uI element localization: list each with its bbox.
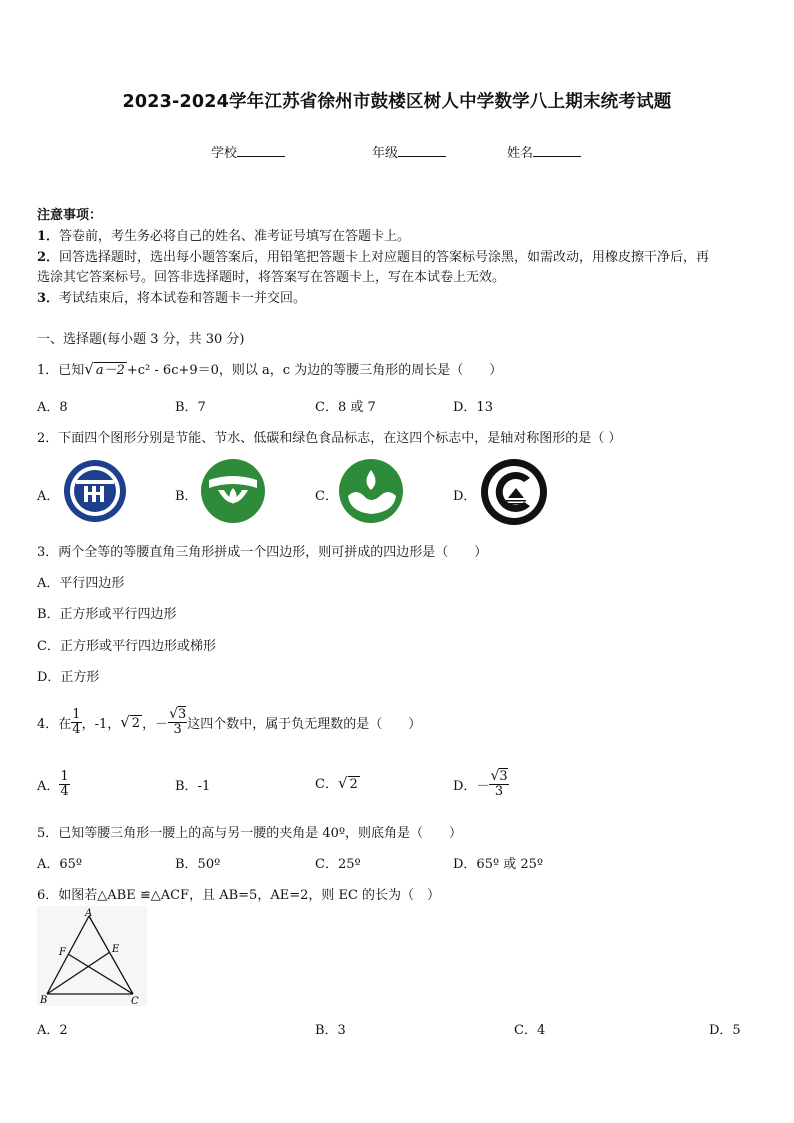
notice-item-2-cont: 选涂其它答案标号。回答非选择题时，将答案写在答题卡上，写在本试卷上无效。 (37, 270, 506, 285)
water-saving-logo-icon (200, 458, 266, 524)
q2-option-d[interactable]: D． (453, 489, 477, 504)
triangle-figure (37, 906, 147, 1006)
label-C: C (131, 996, 139, 1006)
q5-option-d[interactable]: D．65º 或 25º (453, 857, 543, 872)
q1-option-b[interactable]: B．7 (175, 400, 206, 415)
q4-option-d[interactable]: D．－ $\frac{√3}{3}$ (453, 768, 508, 800)
name-blank[interactable] (533, 144, 581, 157)
school-blank[interactable] (237, 144, 285, 157)
q5-option-c[interactable]: C．25º (315, 857, 361, 872)
grade-field[interactable] (372, 142, 446, 161)
name-label: 姓名 (507, 146, 534, 161)
q2-option-c[interactable]: C． (315, 489, 338, 504)
green-food-logo-icon (480, 458, 548, 526)
school-field[interactable] (211, 142, 285, 161)
question-4: 4．在 $\frac{1}{4}$ ，-1， √ 2 ，－ $\frac{√3}{3}$ 这四个数中，属于负无理数的是（ ） (37, 706, 422, 738)
question-2: 2．下面四个图形分别是节能、节水、低碳和绿色食品标志，在这四个标志中，是轴对称图形的是（ ） (37, 431, 622, 446)
grade-blank[interactable] (398, 144, 446, 157)
q3-option-c[interactable]: C．正方形或平行四边形或梯形 (37, 639, 216, 654)
grade-label: 年级 (372, 146, 399, 161)
q3-option-a[interactable]: A．平行四边形 (37, 576, 125, 591)
question-6: 6．如图若△ABE ≌△ACF，且 AB=5，AE=2，则 EC 的长为（ ） (37, 888, 441, 903)
sqrt-two: √ 2 (120, 713, 141, 731)
q1-option-d[interactable]: D．13 (453, 400, 493, 415)
energy-saving-logo-icon (62, 458, 128, 524)
q4-option-c[interactable]: C．√ 2 (315, 774, 358, 792)
low-carbon-logo-icon (338, 458, 404, 524)
fraction-one-quarter: $\frac{1}{4}$ (72, 706, 81, 737)
q1-option-c[interactable]: C．8 或 7 (315, 400, 376, 415)
label-B: B (40, 995, 48, 1006)
label-E: E (112, 944, 120, 955)
label-A: A (85, 908, 93, 919)
q3-option-d[interactable]: D．正方形 (37, 670, 100, 685)
notice-item-3: 3．考试结束后，将本试卷和答题卡一并交回。 (37, 291, 307, 306)
q3-option-b[interactable]: B．正方形或平行四边形 (37, 607, 177, 622)
notice-item-1: 1．答卷前，考生务必将自己的姓名、准考证号填写在答题卡上。 (37, 229, 411, 244)
question-3: 3．两个全等的等腰直角三角形拼成一个四边形，则可拼成的四边形是（ ） (37, 545, 488, 560)
q1-option-a[interactable]: A．8 (37, 400, 68, 415)
q2-option-a[interactable]: A． (37, 489, 60, 504)
question-1: 1．已知√ a－2 +c² - 6c+9＝0，则以 a，c 为边的等腰三角形的周长是（ ） (37, 360, 503, 378)
notice-heading: 注意事项： (37, 208, 103, 223)
question-5: 5．已知等腰三角形一腰上的高与另一腰的夹角是 40º，则底角是（ ） (37, 826, 463, 841)
q6-option-b[interactable]: B．3 (315, 1023, 346, 1038)
fraction-sqrt3-over-3: $\frac{√3}{3}$ (169, 706, 187, 738)
notice-item-2: 2．回答选择题时，选出每小题答案后，用铅笔把答题卡上对应题目的答案标号涂黑，如需改动，用橡皮擦干净后，再 (37, 250, 710, 265)
q6-option-c[interactable]: C．4 (514, 1023, 546, 1038)
school-label: 学校 (211, 146, 238, 161)
section-heading: 一、选择题(每小题 3 分，共 30 分) (37, 332, 245, 347)
q6-option-d[interactable]: D．5 (709, 1023, 741, 1038)
q4-option-b[interactable]: B．-1 (175, 779, 211, 794)
q6-option-a[interactable]: A．2 (37, 1023, 68, 1038)
q5-option-a[interactable]: A．65º (37, 857, 83, 872)
q5-option-b[interactable]: B．50º (175, 857, 221, 872)
q4-option-a[interactable]: A． $\frac{1}{4}$ (37, 768, 69, 799)
sqrt-expression: √ a－2 (84, 360, 125, 378)
page-title: 2023-2024学年江苏省徐州市鼓楼区树人中学数学八上期末统考试题 (122, 92, 672, 112)
q2-option-b[interactable]: B． (175, 489, 198, 504)
name-field[interactable] (507, 142, 581, 161)
label-F: F (59, 947, 66, 958)
